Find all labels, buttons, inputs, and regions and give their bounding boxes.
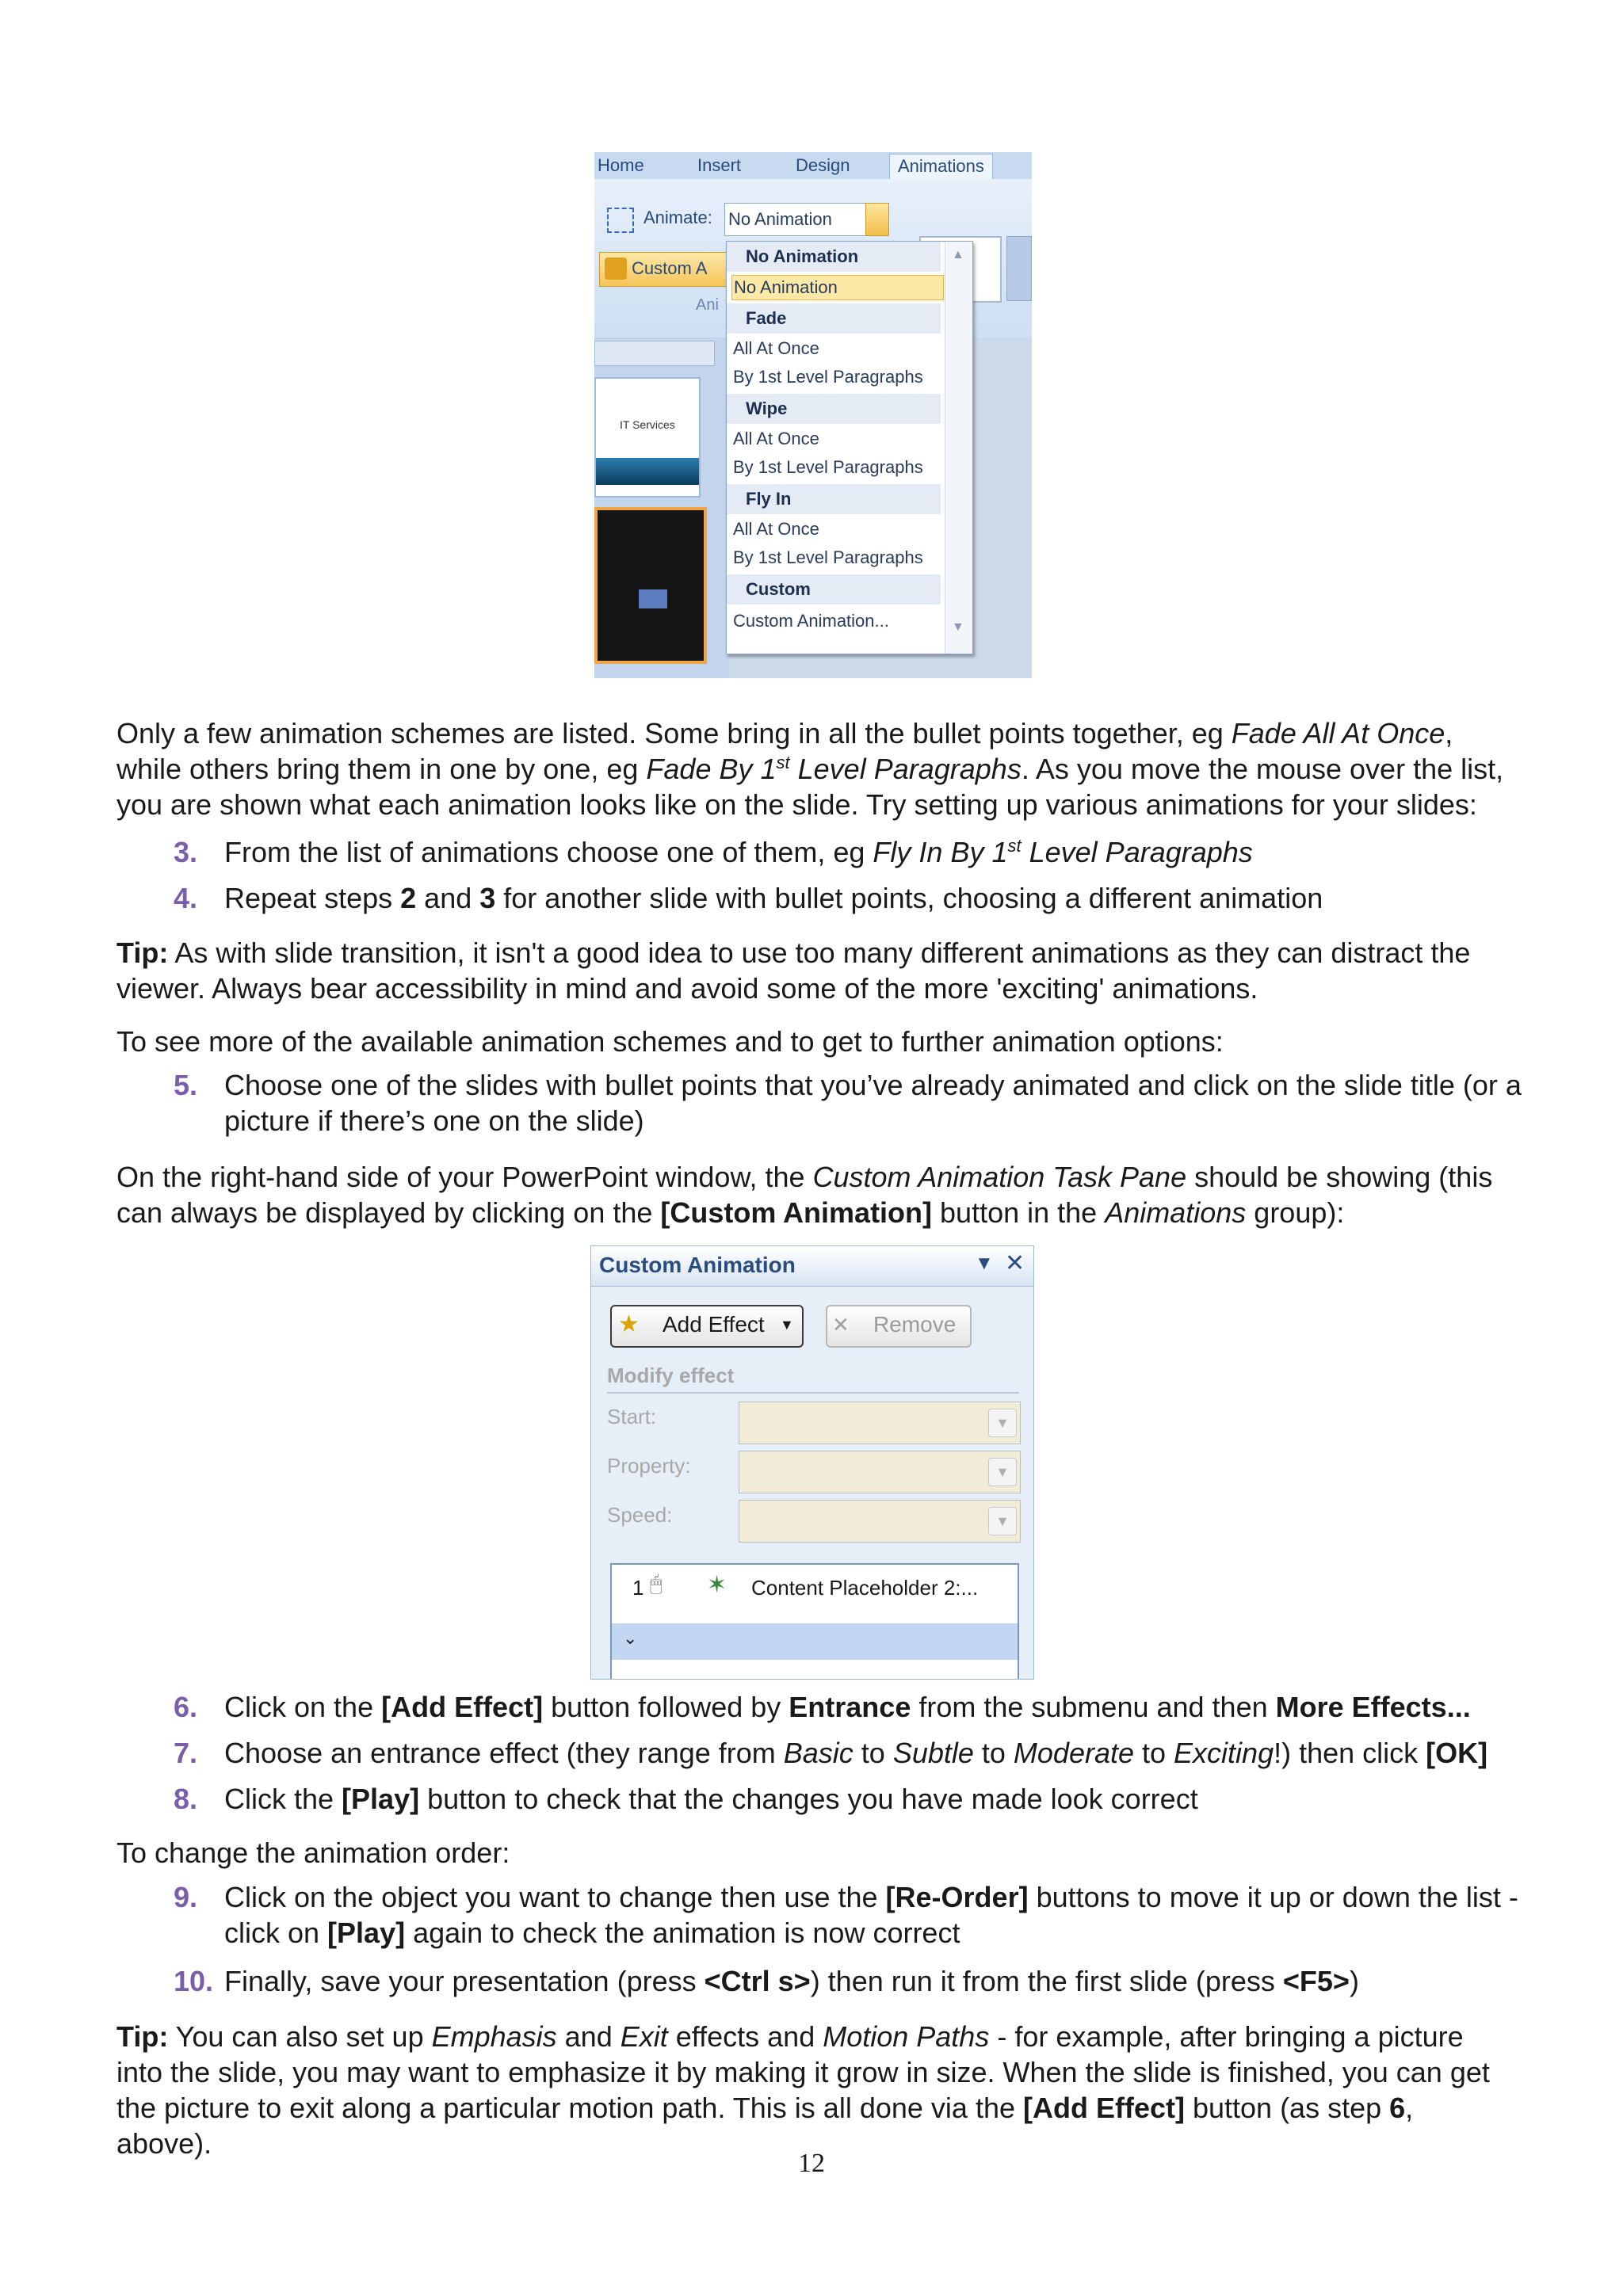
list-item-label: Content Placeholder 2:... bbox=[751, 1576, 979, 1600]
property-select[interactable] bbox=[739, 1451, 1021, 1493]
start-label: Start: bbox=[607, 1405, 657, 1428]
menu-header: Fade bbox=[727, 303, 941, 334]
pane-menu-icon[interactable]: ▼ bbox=[975, 1253, 994, 1274]
modify-effect-heading: Modify effect bbox=[607, 1363, 735, 1387]
remove-label: Remove bbox=[873, 1312, 957, 1337]
menu-scrollbar[interactable] bbox=[945, 242, 972, 654]
menu-header: Fly In bbox=[727, 484, 941, 514]
remove-icon: ✕ bbox=[832, 1313, 850, 1337]
tip-paragraph-1: Tip: As with slide transition, it isn't a good idea to use too many different animations as they can distract the viewer. Always bear accessibility in mind and avoid some of the more 'exciting' animations. bbox=[116, 936, 1471, 1005]
pane-title: Custom Animation bbox=[599, 1253, 796, 1277]
menu-item-selected[interactable]: No Animation bbox=[731, 275, 944, 300]
add-effect-button[interactable] bbox=[610, 1305, 804, 1348]
tab-animations[interactable]: Animations bbox=[889, 154, 993, 180]
animations-ribbon-screenshot bbox=[594, 152, 1032, 678]
chevron-down-icon: ▼ bbox=[780, 1317, 794, 1333]
change-order-paragraph: To change the animation order: bbox=[116, 1836, 510, 1869]
slides-tab[interactable] bbox=[594, 341, 715, 366]
tab-insert[interactable]: Insert bbox=[697, 155, 742, 175]
animate-label: Animate: bbox=[643, 208, 712, 227]
task-pane-paragraph: On the right-hand side of your PowerPoint window, the Custom Animation Task Pane should be showing (this can always be displayed by clicking on the [Custom Animation] button in the Animations group): bbox=[116, 1161, 1493, 1229]
menu-item[interactable]: By 1st Level Paragraphs bbox=[733, 367, 923, 387]
transition-thumbnail-2[interactable] bbox=[1006, 236, 1032, 301]
custom-animation-icon bbox=[605, 257, 627, 280]
start-select[interactable] bbox=[739, 1402, 1021, 1444]
see-more-paragraph: To see more of the available animation schemes and to get to further animation options: bbox=[116, 1025, 1224, 1058]
menu-item[interactable]: All At Once bbox=[733, 429, 819, 448]
pane-title-bar bbox=[591, 1246, 1034, 1287]
list-item[interactable] bbox=[612, 1568, 1018, 1615]
mouse-icon: 🖱 bbox=[650, 1571, 663, 1595]
menu-item[interactable]: By 1st Level Paragraphs bbox=[733, 547, 923, 567]
list-item-step-5: 5. Choose one of the slides with bullet points that you’ve already animated and click on the slide title (or a picture if there’s one on the slide) bbox=[174, 1069, 1522, 1137]
chevron-down-icon: ▼ bbox=[988, 1458, 1017, 1486]
chevron-down-icon: ▼ bbox=[988, 1507, 1017, 1535]
menu-header: Custom bbox=[727, 574, 941, 605]
menu-header: Wipe bbox=[727, 394, 941, 424]
group-label: Ani bbox=[696, 296, 719, 314]
scroll-down-icon[interactable]: ▼ bbox=[952, 620, 964, 634]
menu-item[interactable]: All At Once bbox=[733, 338, 819, 358]
remove-button[interactable] bbox=[826, 1305, 972, 1348]
tab-home[interactable]: Home bbox=[598, 155, 644, 175]
custom-animation-button[interactable] bbox=[599, 252, 732, 287]
property-label: Property: bbox=[607, 1454, 691, 1478]
list-item-step-9: 9. Click on the object you want to change then use the [Re-Order] buttons to move it up or down the list - click on [Play] again to check the animation is now correct bbox=[174, 1881, 1518, 1949]
animation-scheme-menu bbox=[726, 241, 973, 654]
menu-item[interactable]: Custom Animation... bbox=[733, 611, 889, 631]
slide-thumbnail-text: IT Services bbox=[620, 418, 675, 431]
ribbon-tabs bbox=[594, 152, 1032, 180]
expand-row[interactable] bbox=[612, 1623, 1018, 1660]
add-effect-label: Add Effect bbox=[663, 1312, 765, 1337]
list-item-number: 1 bbox=[632, 1576, 644, 1600]
speed-label: Speed: bbox=[607, 1503, 673, 1527]
slides-panel bbox=[594, 338, 729, 678]
slide-thumbnail-band bbox=[596, 458, 699, 485]
slide-thumbnail-image bbox=[639, 589, 667, 608]
star-icon: ★ bbox=[618, 1311, 640, 1337]
chevron-down-icon: ▼ bbox=[988, 1409, 1017, 1437]
slide-thumbnail-1[interactable] bbox=[594, 377, 701, 498]
slide-thumbnail-2[interactable] bbox=[594, 507, 707, 664]
animate-dropdown[interactable]: No Animation bbox=[724, 203, 876, 236]
scroll-up-icon[interactable]: ▲ bbox=[952, 248, 964, 261]
close-icon[interactable]: ✕ bbox=[1005, 1250, 1025, 1276]
dropdown-arrow-icon[interactable] bbox=[865, 203, 889, 236]
menu-item[interactable]: All At Once bbox=[733, 519, 819, 539]
menu-header: No Animation bbox=[727, 242, 941, 272]
divider bbox=[607, 1392, 1019, 1394]
entrance-effect-icon: ✶ bbox=[707, 1572, 727, 1598]
page-number: 12 bbox=[798, 2149, 825, 2178]
double-chevron-down-icon[interactable]: ⌄ bbox=[623, 1628, 638, 1648]
animate-icon bbox=[607, 208, 634, 233]
menu-item[interactable]: By 1st Level Paragraphs bbox=[733, 457, 923, 477]
tab-design[interactable]: Design bbox=[796, 155, 850, 175]
animation-list[interactable] bbox=[610, 1563, 1019, 1680]
speed-select[interactable] bbox=[739, 1500, 1021, 1543]
tip-paragraph-2: Tip: You can also set up Emphasis and Exit effects and Motion Paths - for example, after bringing a picture into the slide, you may want to emphasize it by making it grow in size. When the slide is finished, you can get the picture to exit along a particular motion path. This is all done via the [Add Effect] button (as step 6, above). bbox=[116, 2020, 1490, 2160]
intro-paragraph: Only a few animation schemes are listed. Some bring in all the bullet points together, eg Fade All At Once, while others bring them in one by one, eg Fade By 1st Level Paragraphs. As you move the mouse over the list, you are shown what each animation looks like on the slide. Try setting up various animations for your slides: bbox=[116, 717, 1504, 821]
custom-animation-pane-screenshot bbox=[590, 1245, 1034, 1680]
custom-animation-label: Custom A bbox=[632, 258, 708, 278]
